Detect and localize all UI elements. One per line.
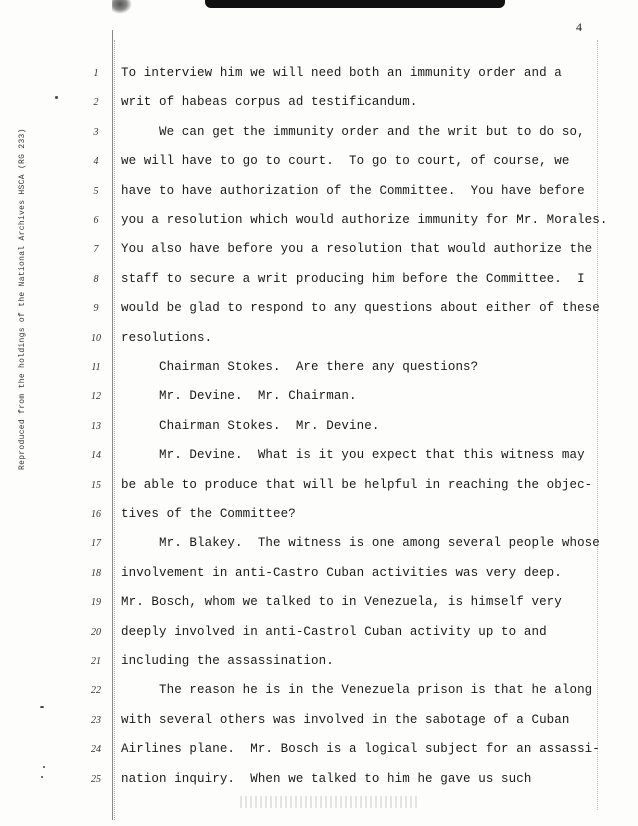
top-scan-bar: [205, 0, 505, 8]
line-number: 2: [93, 97, 99, 109]
transcript-line: staff to secure a writ producing him before the Committee. I: [121, 271, 585, 286]
transcript-line: be able to produce that will be helpful in reaching the objec-: [121, 477, 593, 492]
transcript-line: Mr. Blakey. The witness is one among several people whose: [121, 536, 600, 551]
transcript-line: including the assassination.: [121, 654, 334, 668]
transcript-line: you a resolution which would authorize immunity for Mr. Morales.: [121, 213, 608, 227]
line-number: 7: [93, 244, 99, 256]
transcript-line: To interview him we will need both an immunity order and a: [121, 66, 562, 80]
transcript-line: nation inquiry. When we talked to him he gave us such: [121, 771, 532, 786]
transcript-line: involvement in anti-Castro Cuban activities was very deep.: [121, 565, 562, 580]
transcript-line: You also have before you a resolution that would authorize the: [121, 242, 593, 257]
line-number: 11: [91, 362, 101, 373]
line-number: 23: [91, 714, 101, 726]
left-margin-rule: [112, 30, 113, 820]
transcript-line: Airlines plane. Mr. Bosch is a logical subject for an assassi-: [121, 742, 600, 757]
transcript-line: deeply involved in anti-Castrol Cuban activity up to and: [121, 624, 547, 639]
transcript-line: we will have to go to court. To go to court, of course, we: [121, 154, 570, 169]
line-number: 3: [93, 126, 99, 138]
line-number: 19: [91, 597, 101, 609]
scan-speck: [43, 766, 45, 768]
right-margin-rule: [597, 40, 598, 810]
transcript-line: tives of the Committee?: [121, 507, 296, 521]
line-number: 21: [91, 656, 101, 667]
line-number: 10: [91, 332, 101, 344]
transcript-line: Mr. Devine. Mr. Chairman.: [121, 389, 357, 404]
line-number: 6: [93, 215, 99, 226]
transcript-line: have to have authorization of the Committee. You have before: [121, 183, 585, 198]
line-number: 24: [91, 744, 101, 756]
line-number: 18: [91, 567, 101, 579]
transcript-line: Mr. Bosch, whom we talked to in Venezuela, is himself very: [121, 595, 562, 610]
line-number: 8: [93, 273, 99, 285]
line-number: 4: [93, 156, 99, 168]
archive-side-note: Reproduced from the holdings of the National Archives HSCA (RG 233): [18, 128, 27, 470]
transcript-line: The reason he is in the Venezuela prison is that he along: [121, 683, 593, 698]
line-number: 20: [91, 626, 101, 638]
line-number: 13: [91, 420, 101, 432]
bottom-scan-noise: [240, 796, 420, 808]
corner-scan-mark: [112, 0, 132, 14]
line-number: 14: [91, 450, 101, 462]
line-number: 1: [93, 68, 99, 79]
transcript-line: with several others was involved in the sabotage of a Cuban: [121, 712, 570, 727]
scan-speck: [55, 96, 58, 99]
line-number: 25: [91, 773, 101, 785]
scan-speck: [40, 706, 44, 708]
transcript-line: would be glad to respond to any questions about either of these: [121, 301, 600, 316]
line-number: 9: [93, 303, 99, 315]
page-number: 4: [576, 20, 582, 34]
line-number: 17: [91, 538, 101, 550]
transcript-line: Mr. Devine. What is it you expect that this witness may: [121, 448, 585, 463]
transcript-line: Chairman Stokes. Are there any questions?: [121, 360, 479, 374]
transcript-line: resolutions.: [121, 330, 213, 345]
transcript-line: We can get the immunity order and the writ but to do so,: [121, 124, 585, 139]
line-number: 12: [91, 391, 101, 403]
line-number: 16: [91, 509, 101, 520]
left-margin-rule-dotted: [114, 40, 115, 820]
line-number: 22: [91, 685, 101, 697]
scan-speck: [41, 776, 43, 778]
transcript-line: Chairman Stokes. Mr. Devine.: [121, 418, 380, 433]
transcript-line: writ of habeas corpus ad testificandum.: [121, 95, 418, 110]
line-number: 15: [91, 479, 101, 491]
line-number: 5: [93, 185, 99, 197]
